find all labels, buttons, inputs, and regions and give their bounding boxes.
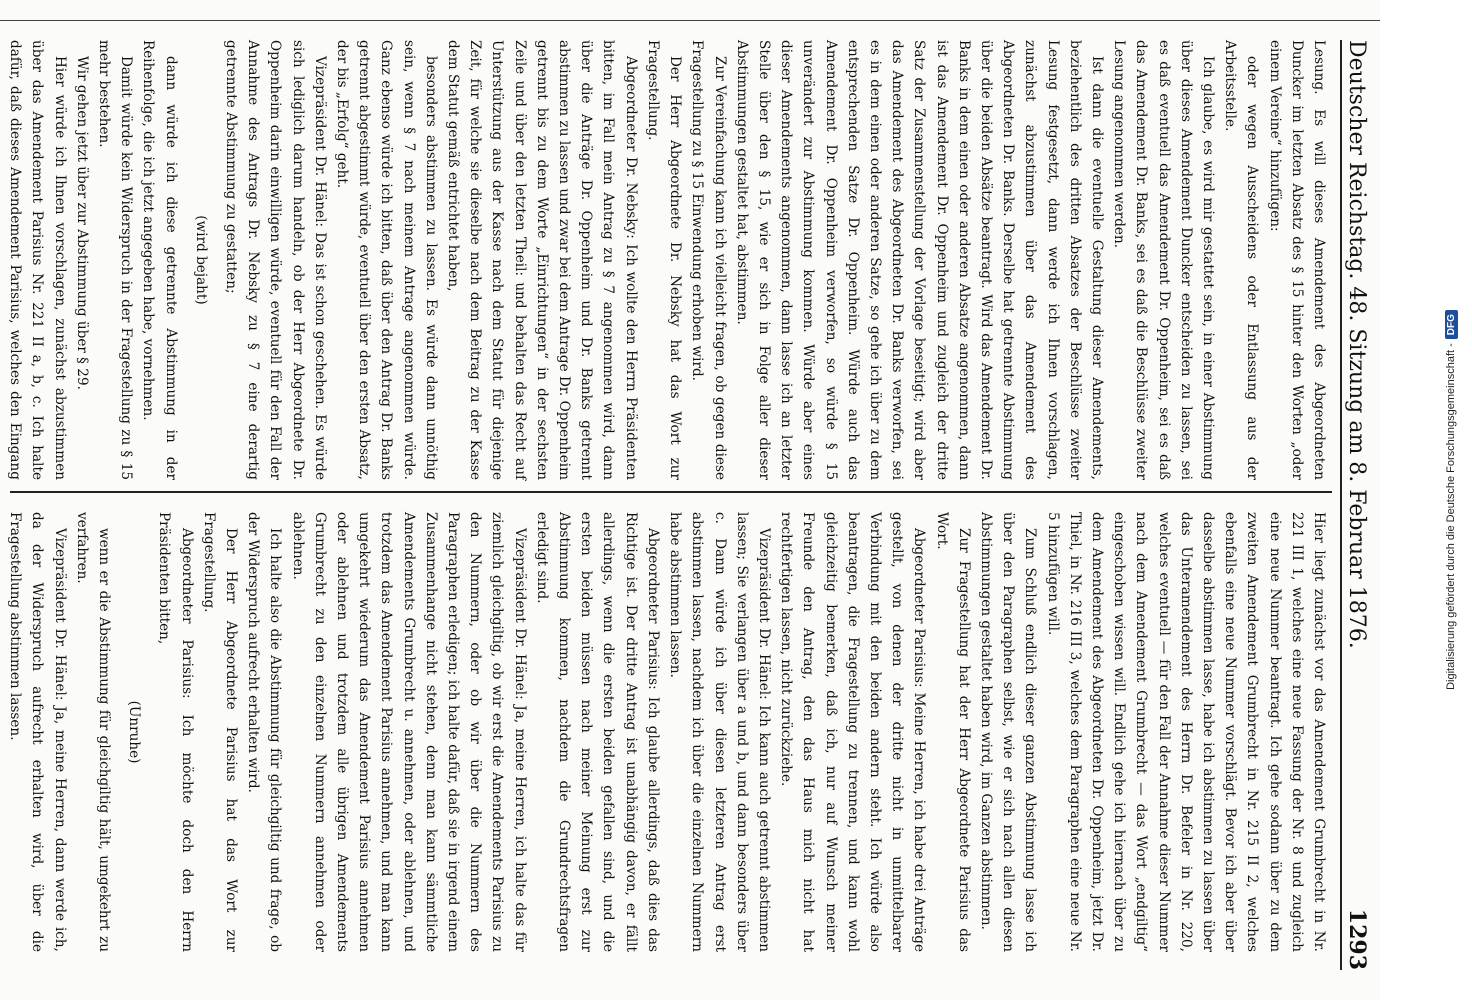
right-column-paragraph: (Unruhe) (126, 700, 143, 764)
left-column-paragraph: Zur Vereinfachung kann ich vielleicht fragen, ob gegen diese Fragestellung zu § 15 Einwendung erhoben wird. (689, 40, 728, 480)
right-column-paragraph: Ich halte also die Abstimmung für gleichgiltig und frage, ob der Widerspruch aufrecht erhalten wird. (245, 512, 284, 952)
left-column-paragraph: oder wegen Ausscheidens oder Entlassung aus der Arbeitsstelle. (1222, 40, 1261, 480)
right-column-paragraph: Zur Fragestellung hat der Herr Abgeordnete Parisius das Wort. (933, 512, 972, 952)
dfg-logo: DFG (1445, 310, 1458, 339)
left-column-paragraph: Hier würde ich Ihnen vorschlagen, zunächst abzustimmen über das Amendement Parisius Nr. 221 II a, b, c. Ich halte dafür, daß dieses Amendement Parisius, welches den Eingang (7, 40, 68, 480)
right-column-paragraph: Vizepräsident Dr. Hänel: Ja, meine Herren, dann werde ich, da der Widerspruch aufrecht erhalten wird, über die Fragestellung abstimmen lassen. (7, 512, 68, 952)
text-column-left (7, 40, 1330, 480)
right-column-paragraph: Abgeordneter Parisius: Ich glaube allerdings, daß dies das Richtige ist. Der dritte Antrag ist unabhängig davon, er fällt allerdings, wenn die ersten beiden gefallen sind, und die ersten beiden müssen nach meiner Meinung erst zur Abstimmung kommen, nachdem die Grundrechtsfragen erledigt sind. (533, 512, 661, 952)
text-column-right (7, 512, 1330, 952)
scan-edge-line (0, 20, 1380, 21)
right-column-paragraph: Hier liegt zunächst vor das Amendement Grumbrecht in Nr. 221 III 1, welches eine neue Fassung der Nr. 8 und zugleich eine neue Nummer beantragt. Ich gehe sodann über zu dem zweiten Amendement Grumbrecht in Nr. 215 II 2, welches ebenfalls eine neue Nummer vorschlägt. Bevor ich aber über dasselbe abstimmen lasse, habe ich abstimmen zu lassen über das Unteramendement des Herrn Dr. Befeler in Nr. 220, welches eventuell — für den Fall der Annahme dieser Nummer nach dem Amendement Grumbrecht — das Wort „endgiltig“ eingeschoben wissen will. Endlich gehe ich hiernach über zu dem Amendement des Abgeordneten Dr. Oppenheim, jetzt Dr. Thiel, in Nr. 216 III 3, welches dem Paragraphen eine neue Nr. 5 hinzufügen will. (1044, 512, 1327, 952)
left-column-paragraph: Vizepräsident Dr. Hänel: Das ist schon geschehen. Es würde sich lediglich darum handeln, ob der Herr Abgeordnete Dr. Oppenheim darin einwilligen würde, eventuell für den Fall der Annahme des Antrags Dr. Nebsky zu § 7 eine derartig getrennte Abstimmung zu gestatten; (223, 40, 328, 480)
running-title: Deutscher Reichstag. 48. Sitzung am 8. Februar 1876. (1344, 40, 1370, 649)
left-column-paragraph: Ich glaube, es wird mir gestattet sein, in einer Abstimmung über dieses Amendement Duncker entscheiden zu lassen, sei es daß eventuell das Amendement Dr. Oppenheim, sei es daß das Amendement Dr. Banks, sei es daß die Beschlüsse zweiter Lesung angenommen werden. (1111, 40, 1216, 480)
right-column-paragraph: wenn er die Abstimmung für gleichgiltig hält, umgekehrt zu verfahren. (73, 512, 113, 952)
left-column-paragraph: Damit würde kein Widerspruch in der Fragestellung zu § 15 mehr bestehen. (96, 40, 135, 480)
column-divider (10, 491, 1332, 493)
digitization-note (1430, 0, 1472, 1000)
digitization-credit-strip (1390, 0, 1457, 1000)
funding-note-text: Digitalisierung gefördert durch die Deutsche Forschungsgemeinschaft - (1445, 343, 1457, 690)
left-column-paragraph: Lesung. Es will dieses Amendement des Abgeordneten Duncker im letzten Absatz des § 15 hinter den Worten „oder einem Vereine“ hinzufügen: (1266, 40, 1327, 480)
right-column-paragraph: Vizepräsident Dr. Hänel: Ja, meine Herren, ich halte das für ziemlich gleichgiltig, ob wir erst die Amendements Parisius zu den Nummern, oder ob wir über die Nummern des Paragraphen erledigen; ich halte dafür, daß sie in irgend einem Zusammenhange nicht stehen, denn man kann sämmtliche Amendements Grumbrecht u. annehmen, oder ablehnen, und trotzdem das Amendement Parisius annehmen, und man kann umgekehrt wiederum das Amendement Parisius annehmen oder ablehnen und trotzdem alle übrigen Amendements Grumbrecht zu den einzelnen Nummern annehmen oder ablehnen. (289, 512, 528, 952)
left-column-paragraph: Abgeordneter Dr. Nebsky: Ich wollte den Herrn Präsidenten bitten, im Fall mein Antrag zu § 7 angenommen wird, dann über die Anträge Dr. Oppenheim und Dr. Banks getrennt abstimmen zu lassen und zwar bei dem Antrage Dr. Oppenheim getrennt bis zu dem Worte „Einrichtungen“ in der sechsten Zeile und über den letzten Theil: und behalten das Recht auf Unterstützung aus der Kasse nach dem Statut für diejenige Zeit, für welche sie dieselbe nach dem Beitrag zu der Kasse dem Statut gemäß entrichtet haben, (445, 40, 639, 480)
page-number: 1293 (1344, 908, 1370, 970)
right-column-paragraph: Der Herr Abgeordnete Parisius hat das Wort zur Fragestellung. (200, 512, 240, 952)
left-column-paragraph: besonders abstimmen zu lassen. Es würde dann unnöthig sein, wenn § 7 nach meinem Antrage angenommen würde. Ganz ebenso würde ich bitten, daß über den Antrag Dr. Banks getrennt abgestimmt würde, eventuell über den ersten Absatz, der bis „Erfolg“ geht. (334, 40, 439, 480)
right-column-paragraph: Abgeordneter Parisius: Ich möchte doch den Herrn Präsidenten bitten, (156, 512, 195, 952)
left-column-paragraph: (wird bejaht) (192, 215, 209, 305)
right-column-paragraph (0, 512, 4, 952)
right-column-paragraph: Vizepräsident Dr. Hänel: Ich kann auch getrennt abstimmen lassen; Sie verlangen über a und b, und dann besonders über c. Dann würde ich über diesen letzteren Antrag erst abstimmen lassen, nachdem ich über die einzelnen Nummern habe abstimmen lassen. (667, 512, 772, 952)
left-column-paragraph: Ist dann die eventuelle Gestaltung dieser Amendements, beziehentlich des dritten Absatzes der Beschlüsse zweiter Lesung festgesetzt, dann werde ich Ihnen vorschlagen, zunächst abzustimmen über das Amendement des Abgeordneten Dr. Banks. Derselbe hat getrennte Abstimmung über die beiden Absätze beantragt. Wird das Amendement Dr. Banks in dem einen oder anderen Absatze angenommen, dann ist das Amendement Dr. Oppenheim und zugleich der dritte Satz der Zusammenstellung der Vorlage beseitigt; wird aber das Amendement des Abgeordneten Dr. Banks verworfen, sei es in dem einen oder anderen Satze, so gehe ich über zu dem entsprechenden Satze Dr. Oppenheim. Würde auch das Amendement Dr. Oppenheim verworfen, so würde § 15 unverändert zur Abstimmung kommen. Würde aber eines dieser Amendements angenommen, dann lasse ich an letzter Stelle über den § 15, wie er sich in Folge aller dieser Abstimmungen gestaltet hat, abstimmen. (733, 40, 1105, 480)
left-column-paragraph: Wir gehen jetzt über zur Abstimmung über § 29. (73, 56, 90, 390)
left-column-paragraph: Der Herr Abgeordnete Dr. Nebsky hat das Wort zur Fragestellung. (644, 40, 684, 480)
page-header (1340, 40, 1372, 970)
left-column-paragraph: dann würde ich diese getrennte Abstimmung in der Reihenfolge, die ich jetzt angegeben habe, vornehmen. (140, 40, 179, 480)
right-column-paragraph: Abgeordneter Parisius: Meine Herren, ich habe drei Anträge gestellt, von denen der dritte nicht in unmittelbarer Verbindung mit den beiden andern steht. Ich würde also beantragen, die Fragestellung zu trennen, und kann wohl gleichzeitig bemerken, daß ich, nur auf Wunsch meiner Freunde den Antrag, den das Haus mich nicht hat rechtfertigen lassen, nicht zurückziehe. (778, 512, 928, 952)
right-column-paragraph: Zum Schluß endlich dieser ganzen Abstimmung lasse ich über den Paragraphen selbst, wie er sich nach allen diesen Abstimmungen gestaltet haben wird, im Ganzen abstimmen. (977, 512, 1039, 952)
